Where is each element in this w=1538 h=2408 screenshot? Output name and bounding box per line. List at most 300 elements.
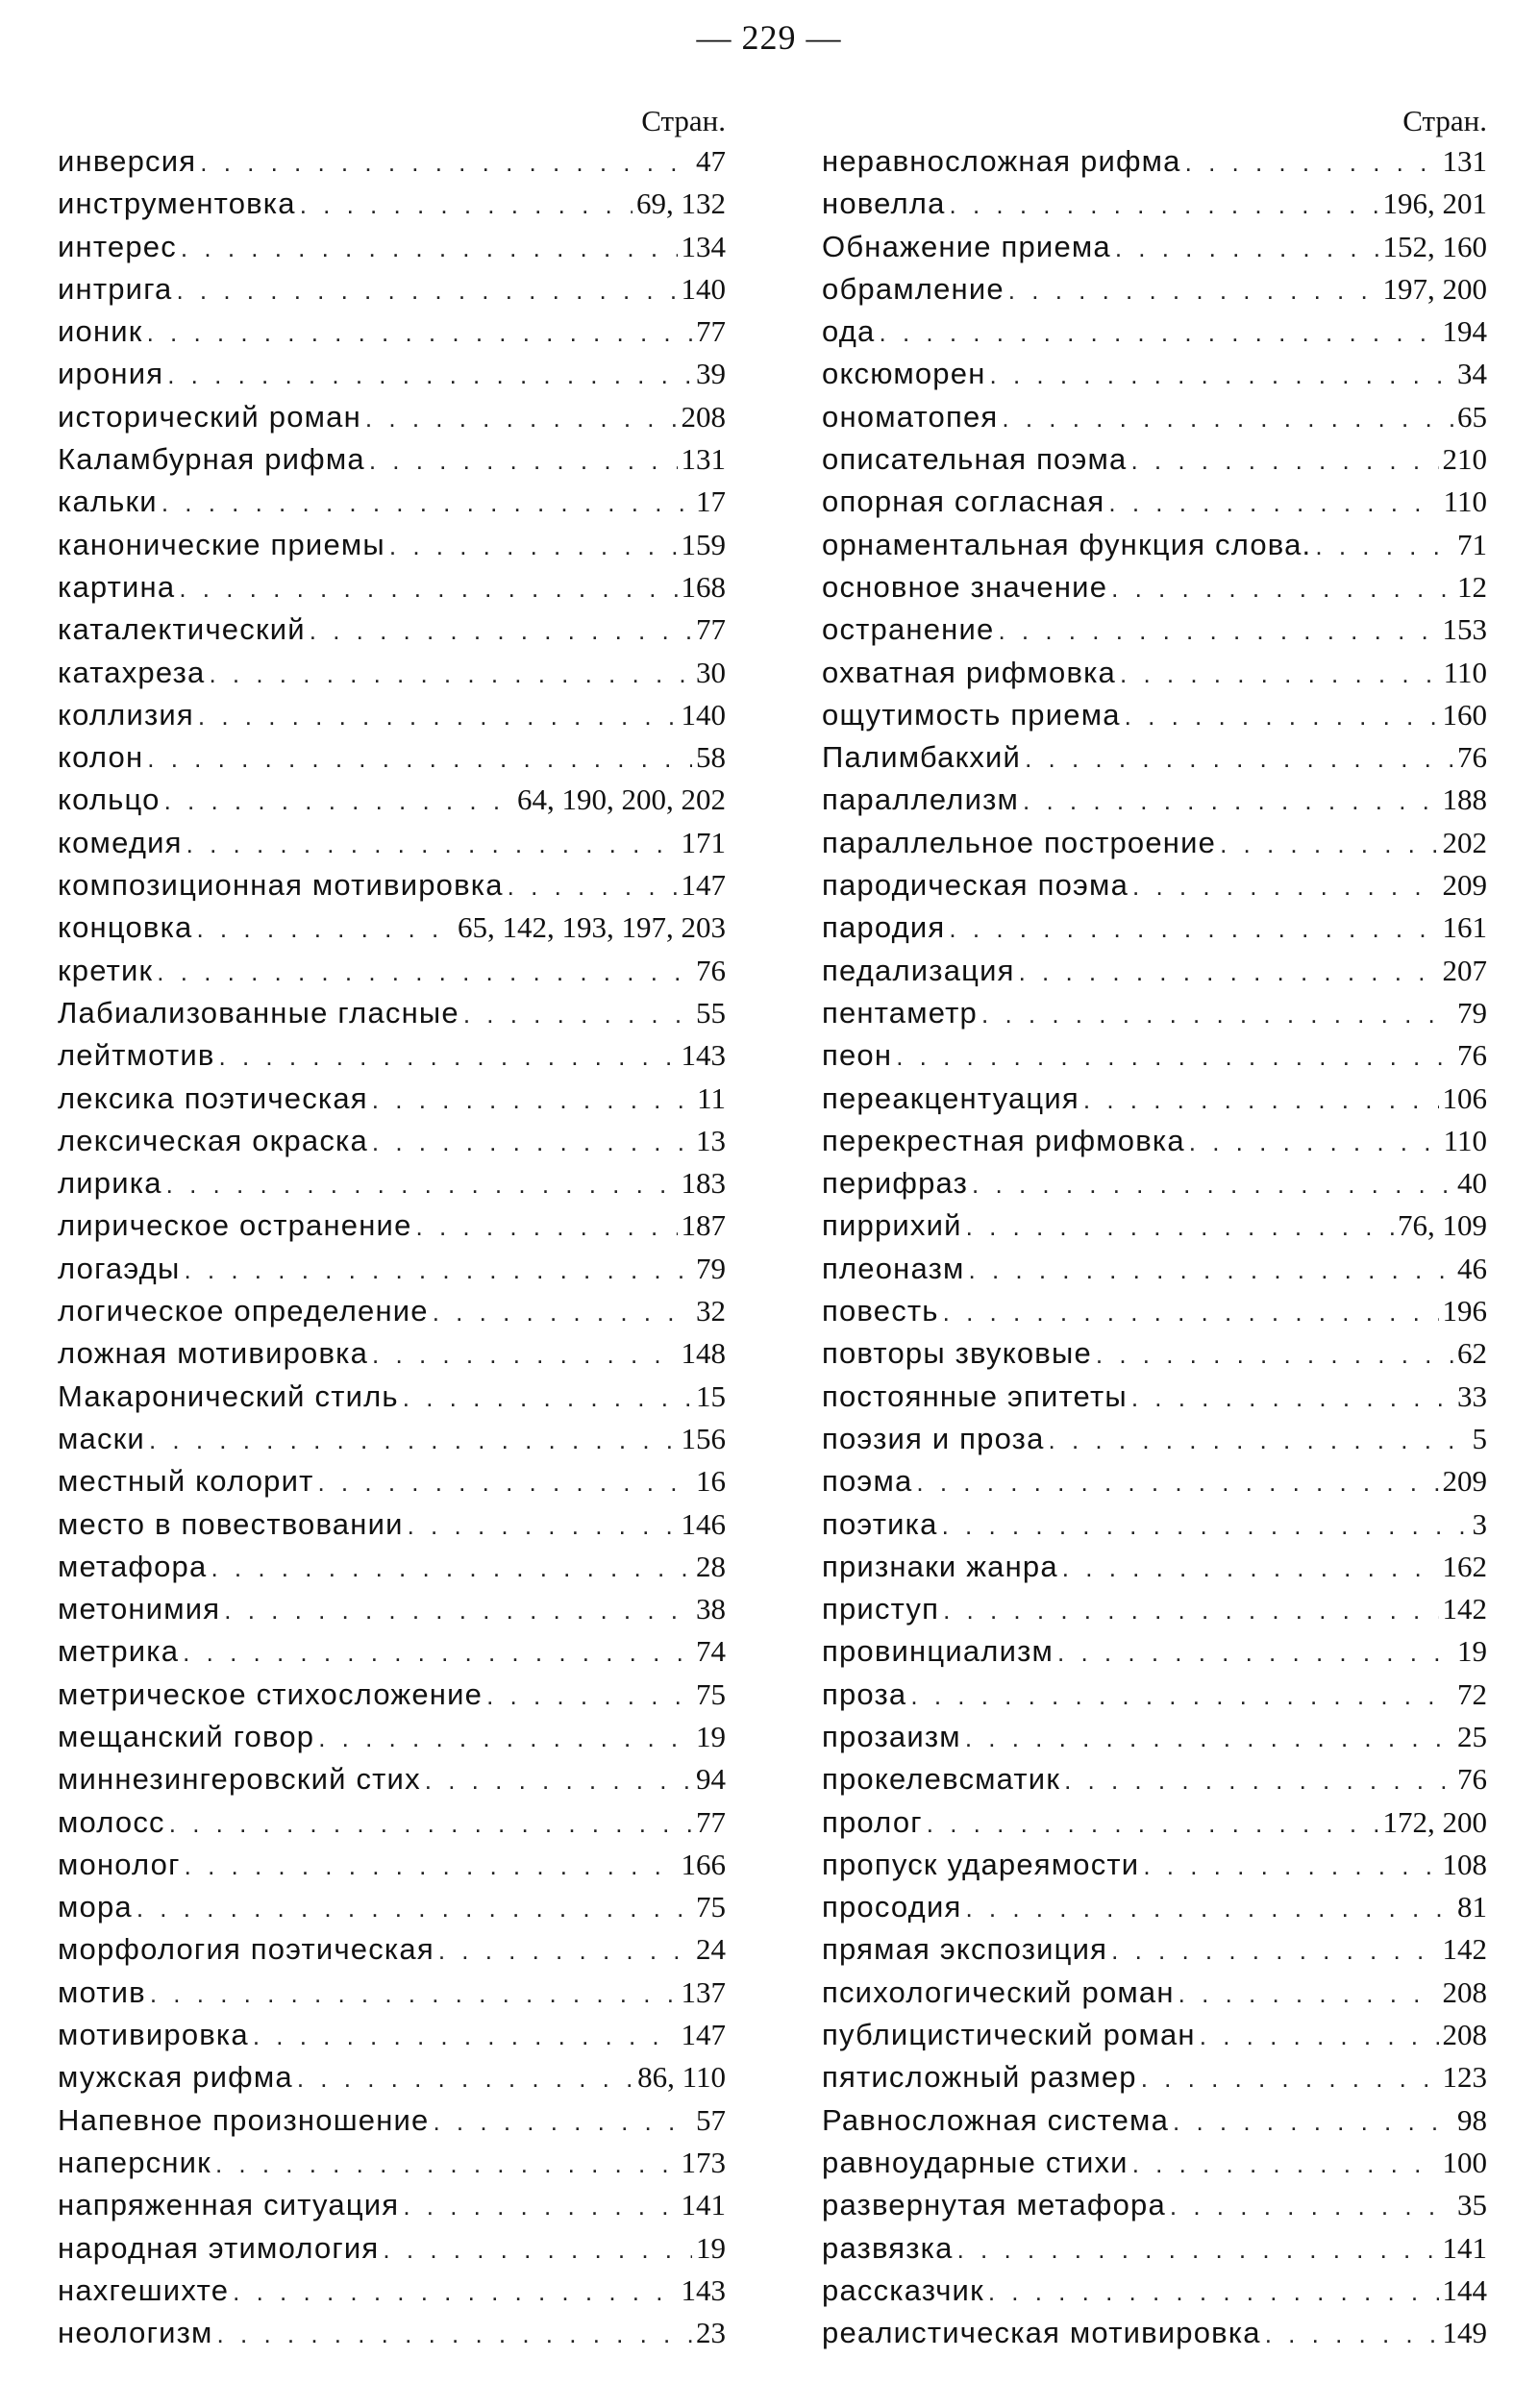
index-list [58, 140, 726, 2354]
dot-leader [950, 183, 1379, 226]
index-page-numbers: 153 [1442, 612, 1487, 647]
index-term: ионик [58, 314, 143, 349]
index-page-numbers: 134 [681, 229, 726, 263]
index-term: провинциализм [822, 1634, 1054, 1669]
index-page-numbers: 197, 200 [1382, 271, 1487, 306]
index-entry [58, 1928, 726, 1971]
index-entry [822, 652, 1487, 694]
index-term: нахгешихте [58, 2272, 230, 2307]
dot-leader [233, 2270, 677, 2313]
dot-leader [1189, 1120, 1440, 1163]
index-term: концовка [58, 910, 193, 945]
dot-leader [1170, 2184, 1453, 2227]
dot-leader [253, 2014, 678, 2057]
dot-leader [1120, 652, 1440, 695]
index-page-numbers: 3 [1472, 1506, 1487, 1541]
index-page-numbers: 46 [1457, 1251, 1487, 1285]
index-entry [58, 2184, 726, 2226]
index-entry [822, 1204, 1487, 1247]
index-page-numbers: 62 [1457, 1336, 1487, 1371]
index-page-numbers: 194 [1442, 314, 1487, 349]
dot-leader [1141, 2056, 1439, 2099]
index-term: проза [822, 1676, 907, 1711]
index-page-numbers: 77 [696, 1804, 726, 1839]
index-entry [822, 906, 1487, 949]
index-page-numbers: 106 [1442, 1080, 1487, 1115]
index-entry [58, 1716, 726, 1758]
dot-leader [1200, 2014, 1439, 2057]
index-entry [822, 1801, 1487, 1844]
dot-leader [1019, 950, 1439, 993]
index-term: композиционная мотивировка [58, 868, 504, 903]
index-entry [822, 779, 1487, 821]
index-entry [822, 268, 1487, 310]
index-term: морфология поэтическая [58, 1932, 434, 1967]
index-entry [58, 1460, 726, 1502]
index-entry [58, 1120, 726, 1162]
index-entry [822, 1630, 1487, 1673]
dot-leader [183, 1630, 692, 1674]
dot-leader [1062, 1546, 1439, 1589]
dot-leader [181, 226, 678, 269]
index-entry [822, 608, 1487, 651]
index-entry [822, 524, 1487, 566]
index-page-numbers: 188 [1442, 782, 1487, 817]
index-entry [58, 268, 726, 310]
index-entry [822, 992, 1487, 1034]
index-entry [58, 1034, 726, 1077]
index-page-numbers: 187 [681, 1208, 726, 1243]
dot-leader [1111, 566, 1453, 609]
index-entry [58, 992, 726, 1034]
index-term: интрига [58, 271, 173, 306]
index-page-numbers: 77 [696, 314, 726, 349]
index-entry [822, 1503, 1487, 1546]
dot-leader [219, 1034, 678, 1078]
index-entry [822, 1460, 1487, 1502]
index-entry [58, 1758, 726, 1800]
index-entry [58, 2312, 726, 2354]
dot-leader [1130, 438, 1438, 482]
index-term: рассказчик [822, 2272, 984, 2307]
index-page-numbers: 208 [681, 399, 726, 434]
index-term: параллелизм [822, 782, 1020, 817]
index-page-numbers: 131 [1442, 144, 1487, 178]
dot-leader [1108, 481, 1439, 524]
dot-leader [981, 992, 1453, 1035]
index-term: педализация [822, 953, 1015, 987]
dot-leader [910, 1674, 1453, 1717]
index-term: метонимия [58, 1592, 221, 1626]
index-term: Обнажение приема [822, 229, 1111, 263]
index-page-numbers: 12 [1457, 569, 1487, 604]
index-entry [822, 1928, 1487, 1971]
dot-leader [927, 1801, 1379, 1845]
index-page-numbers: 209 [1442, 1464, 1487, 1499]
index-page-numbers: 142 [1442, 1932, 1487, 1967]
dot-leader [211, 1546, 692, 1589]
dot-leader [1132, 2142, 1439, 2185]
index-term: метафора [58, 1549, 208, 1583]
index-term: перифраз [822, 1166, 969, 1201]
index-entry [58, 2142, 726, 2184]
dot-leader [1083, 1078, 1439, 1121]
index-term: мора [58, 1890, 133, 1924]
index-entry [822, 694, 1487, 736]
index-page-numbers: 77 [696, 612, 726, 647]
index-entry [822, 183, 1487, 225]
page-number: — 229 — [696, 18, 842, 57]
index-entry [58, 694, 726, 736]
index-term: приступ [822, 1592, 940, 1626]
index-page-numbers: 75 [696, 1676, 726, 1711]
index-entry [58, 1588, 726, 1630]
index-page-numbers: 55 [696, 995, 726, 1030]
dot-leader [916, 1460, 1438, 1503]
dot-leader [1220, 822, 1438, 865]
index-page-numbers: 76 [696, 953, 726, 987]
index-page-numbers: 75 [696, 1890, 726, 1924]
dot-leader [972, 1162, 1453, 1205]
index-entry [822, 2014, 1487, 2056]
index-term: повторы звуковые [822, 1336, 1092, 1371]
index-entry [822, 1376, 1487, 1418]
index-column-left [58, 102, 726, 2354]
index-term: маски [58, 1421, 145, 1455]
index-page-numbers: 146 [681, 1506, 726, 1541]
index-entry [58, 1078, 726, 1120]
dot-leader [896, 1034, 1453, 1078]
dot-leader [1265, 2312, 1439, 2355]
index-page-numbers: 28 [696, 1549, 726, 1583]
index-entry [822, 864, 1487, 906]
index-page-numbers: 76 [1457, 740, 1487, 775]
dot-leader [317, 1460, 692, 1503]
dot-leader [403, 1376, 692, 1419]
index-column-right [822, 102, 1487, 2354]
index-term: логическое определение [58, 1294, 429, 1328]
index-page-numbers: 76 [1457, 1038, 1487, 1073]
dot-leader [185, 1844, 678, 1887]
index-term: Макаронический стиль [58, 1378, 399, 1413]
index-page-numbers: 196, 201 [1382, 186, 1487, 221]
index-entry [58, 950, 726, 992]
index-page-numbers: 172, 200 [1382, 1804, 1487, 1839]
index-term: развернутая метафора [822, 2188, 1166, 2222]
dot-leader [1131, 1376, 1453, 1419]
index-entry [822, 1078, 1487, 1120]
index-term: инструментовка [58, 186, 296, 221]
index-term: повесть [822, 1294, 939, 1328]
index-term: комедия [58, 825, 183, 859]
index-entry [58, 524, 726, 566]
dot-leader [372, 1332, 677, 1376]
dot-leader [300, 183, 633, 226]
index-list [822, 140, 1487, 2354]
index-page-numbers: 142 [1442, 1592, 1487, 1626]
dot-leader [297, 2056, 633, 2099]
index-term: пролог [822, 1804, 923, 1839]
dot-leader [161, 481, 692, 524]
index-page-numbers: 19 [696, 1719, 726, 1753]
index-page-numbers: 79 [1457, 995, 1487, 1030]
index-entry [822, 2099, 1487, 2142]
index-page-numbers: 81 [1457, 1890, 1487, 1924]
index-entry [822, 1290, 1487, 1332]
index-term: новелла [822, 186, 946, 221]
dot-leader [176, 268, 677, 311]
index-term: прямая экспозиция [822, 1932, 1108, 1967]
index-page-numbers: 39 [696, 357, 726, 391]
dot-leader [186, 822, 678, 865]
index-page-numbers: 108 [1442, 1847, 1487, 1881]
index-term: логаэды [58, 1251, 181, 1285]
dot-leader [1064, 1758, 1453, 1801]
index-page-numbers: 57 [696, 2102, 726, 2137]
dot-leader [403, 2184, 677, 2227]
index-term: Лабиализованные гласные [58, 995, 459, 1030]
index-term: местный колорит [58, 1464, 314, 1499]
index-page-numbers: 210 [1442, 442, 1487, 477]
index-term: просодия [822, 1890, 962, 1924]
index-term: переакцентуация [822, 1080, 1079, 1115]
index-page-numbers: 32 [696, 1294, 726, 1328]
index-page-numbers: 143 [681, 2272, 726, 2307]
index-term: Каламбурная рифма [58, 442, 365, 477]
index-page-numbers: 15 [696, 1378, 726, 1413]
index-term: прозаизм [822, 1719, 961, 1753]
dot-leader [943, 1290, 1439, 1333]
dot-leader [942, 1503, 1469, 1547]
index-entry [822, 1588, 1487, 1630]
index-page-numbers: 69, 132 [636, 186, 726, 221]
index-page-numbers: 141 [681, 2188, 726, 2222]
column-header-pages: Стран. [1402, 104, 1487, 137]
index-entry [822, 1546, 1487, 1588]
index-page-numbers: 11 [697, 1080, 726, 1115]
index-term: коллизия [58, 697, 194, 732]
dot-leader [508, 864, 678, 907]
dot-leader [224, 1588, 692, 1631]
index-entry [822, 1034, 1487, 1077]
index-entry [58, 1290, 726, 1332]
index-term: лирика [58, 1166, 162, 1201]
dot-leader [157, 950, 692, 993]
index-entry [822, 396, 1487, 438]
index-entry [58, 1332, 726, 1375]
index-term: инверсия [58, 144, 197, 178]
index-term: основное значение [822, 569, 1108, 604]
index-entry [58, 1972, 726, 2014]
index-entry [58, 226, 726, 268]
index-page-numbers: 30 [696, 655, 726, 689]
index-page-numbers: 208 [1442, 2018, 1487, 2052]
index-entry [822, 2227, 1487, 2270]
index-term: ирония [58, 357, 164, 391]
index-term: неравносложная рифма [822, 144, 1181, 178]
index-entry [822, 822, 1487, 864]
index-entry [822, 950, 1487, 992]
dot-leader [1096, 1332, 1453, 1376]
index-term: Равносложная система [822, 2102, 1170, 2137]
dot-leader [217, 2312, 692, 2355]
index-entry [58, 736, 726, 779]
index-term: поэма [822, 1464, 913, 1499]
index-entry [822, 736, 1487, 779]
index-term: мужская рифма [58, 2060, 293, 2095]
dot-leader [179, 566, 677, 609]
dot-leader [1132, 864, 1438, 907]
index-term: ономатопея [822, 399, 999, 434]
index-term: пропуск удареямости [822, 1847, 1140, 1881]
dot-leader [1185, 140, 1439, 184]
index-page-numbers: 38 [696, 1592, 726, 1626]
index-entry [58, 779, 726, 821]
index-term: наперсник [58, 2145, 211, 2179]
dot-leader [310, 608, 692, 652]
index-page-numbers: 19 [1457, 1634, 1487, 1669]
dot-leader [463, 992, 692, 1035]
dot-leader [389, 524, 678, 567]
index-page-numbers: 152, 160 [1382, 229, 1487, 263]
dot-leader [949, 906, 1438, 950]
index-entry [58, 2056, 726, 2098]
index-page-numbers: 76, 109 [1398, 1208, 1487, 1243]
index-entry [822, 481, 1487, 523]
dot-leader [369, 438, 678, 482]
dot-leader [416, 1204, 678, 1248]
index-page-numbers: 171 [681, 825, 726, 859]
index-page-numbers: 76 [1457, 1762, 1487, 1797]
index-term: мотив [58, 1974, 146, 2009]
index-entry [58, 1546, 726, 1588]
index-term: Палимбакхий [822, 740, 1022, 775]
index-entry [58, 822, 726, 864]
index-page-numbers: 100 [1442, 2145, 1487, 2179]
index-entry [58, 1418, 726, 1460]
index-entry [58, 1503, 726, 1546]
index-term: параллельное построение [822, 825, 1217, 859]
index-page-numbers: 94 [696, 1762, 726, 1797]
index-entry [58, 1674, 726, 1716]
index-term: реалистическая мотивировка [822, 2316, 1261, 2350]
index-term: равноударные стихи [822, 2145, 1129, 2179]
index-term: остранение [822, 612, 995, 647]
dot-leader [438, 1928, 692, 1972]
index-entry [822, 1162, 1487, 1204]
index-term: психологический роман [822, 1974, 1175, 2009]
index-page-numbers: 149 [1442, 2316, 1487, 2350]
dot-leader [408, 1503, 678, 1547]
index-term: канонические приемы [58, 527, 385, 561]
index-entry [822, 353, 1487, 395]
dot-leader [433, 2099, 692, 2143]
index-page-numbers: 79 [696, 1251, 726, 1285]
index-page-numbers: 16 [696, 1464, 726, 1499]
index-entry [58, 2270, 726, 2312]
index-entry [822, 2184, 1487, 2226]
index-entry [58, 140, 726, 183]
index-term: колон [58, 740, 144, 775]
index-entry [58, 608, 726, 651]
index-entry [58, 310, 726, 353]
index-entry [822, 310, 1487, 353]
dot-leader [1111, 1928, 1438, 1972]
index-page-numbers: 17 [696, 484, 726, 519]
dot-leader [1115, 226, 1379, 269]
dot-leader [215, 2142, 678, 2185]
dot-leader [184, 1248, 692, 1291]
index-term: молосс [58, 1804, 165, 1839]
dot-leader [988, 2270, 1439, 2313]
index-term: постоянные эпитеты [822, 1378, 1128, 1413]
index-entry [822, 1716, 1487, 1758]
index-entry [822, 1418, 1487, 1460]
index-page-numbers: 110 [1443, 655, 1487, 689]
index-page-numbers: 65, 142, 193, 197, 203 [458, 910, 726, 945]
dot-leader [318, 1716, 692, 1759]
index-term: кальки [58, 484, 158, 519]
index-entry [58, 906, 726, 949]
dot-leader [1173, 2099, 1453, 2143]
index-page-numbers: 19 [696, 2230, 726, 2265]
index-term: метрическое стихосложение [58, 1676, 484, 1711]
index-entry [822, 2312, 1487, 2354]
dot-leader [150, 1972, 678, 2015]
dot-leader [365, 396, 678, 439]
index-term: народная этимология [58, 2230, 380, 2265]
index-entry [58, 1801, 726, 1844]
index-page-numbers: 168 [681, 569, 726, 604]
dot-leader [147, 310, 692, 354]
index-page-numbers: 143 [681, 1038, 726, 1073]
index-page-numbers: 58 [696, 740, 726, 775]
dot-leader [1002, 396, 1453, 439]
index-page-numbers: 208 [1442, 1974, 1487, 2009]
index-term: пародия [822, 910, 946, 945]
dot-leader [957, 2227, 1439, 2271]
index-page-numbers: 123 [1442, 2060, 1487, 2095]
index-page-numbers: 98 [1457, 2102, 1487, 2137]
dot-leader [196, 906, 454, 950]
index-entry [58, 1630, 726, 1673]
index-page-numbers: 156 [681, 1421, 726, 1455]
index-term: интерес [58, 229, 177, 263]
index-term: мещанский говор [58, 1719, 315, 1753]
dot-leader [1049, 1418, 1469, 1461]
dot-leader [147, 736, 692, 780]
index-entry [822, 1972, 1487, 2014]
dot-leader [1315, 524, 1453, 567]
dot-leader [198, 694, 678, 737]
index-page-numbers: 72 [1457, 1676, 1487, 1711]
dot-leader [1057, 1630, 1453, 1674]
index-term: миннезингеровский стих [58, 1762, 421, 1797]
index-entry [58, 481, 726, 523]
index-entry [58, 438, 726, 481]
index-entry [58, 1204, 726, 1247]
index-page-numbers: 110 [1443, 1123, 1487, 1157]
index-entry [822, 1758, 1487, 1800]
index-entry [58, 1248, 726, 1290]
dot-leader [880, 310, 1439, 354]
dot-leader [200, 140, 692, 184]
index-page-numbers: 74 [696, 1634, 726, 1669]
index-entry [58, 652, 726, 694]
index-entry [58, 2099, 726, 2142]
dot-leader [965, 1716, 1453, 1759]
index-page-numbers: 13 [696, 1123, 726, 1157]
